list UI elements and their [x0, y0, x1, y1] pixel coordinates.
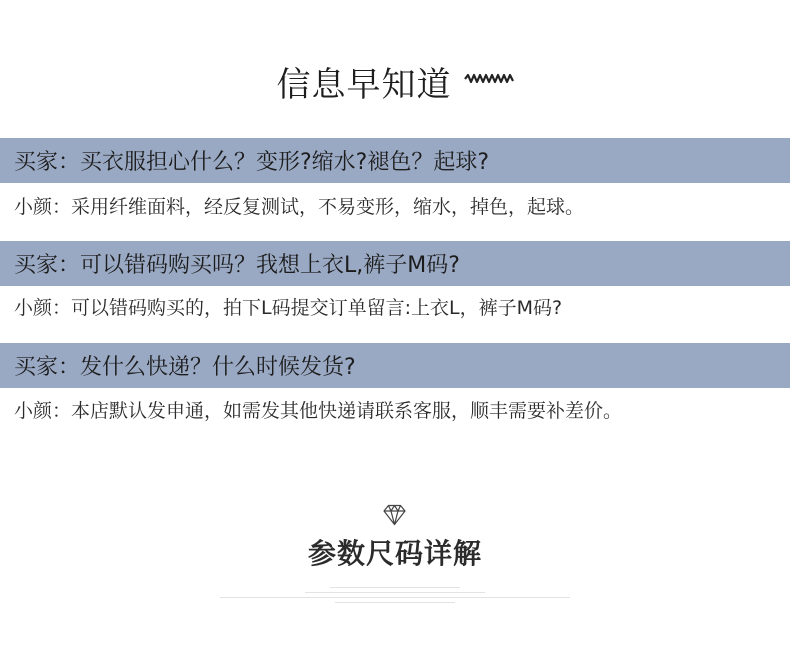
faint-line — [305, 592, 485, 593]
section-title-row — [0, 530, 790, 574]
diamond-icon — [382, 504, 407, 526]
faq-question-bar — [0, 343, 790, 388]
faq-answer: 小颜：可以错码购买的，拍下L码提交订单留言:上衣L，裤子M码? — [14, 296, 563, 319]
faint-line — [335, 602, 455, 603]
faq-answer: 小颜：采用纤维面料，经反复测试，不易变形，缩水，掉色，起球。 — [14, 195, 585, 218]
faq-answer-row — [14, 394, 784, 424]
faint-line — [330, 587, 460, 588]
faq-question: 买家：买衣服担心什么？变形?缩水?褪色？起球? — [14, 150, 490, 175]
info-title-row — [0, 56, 790, 106]
faq-question: 买家：可以错码购买吗？我想上衣L,裤子M码? — [14, 253, 460, 278]
faq-answer-row — [14, 190, 784, 220]
faq-question-bar — [0, 241, 790, 286]
faint-decorative-lines — [220, 586, 570, 606]
faq-answer-row — [14, 291, 784, 321]
page-title: 信息早知道 — [276, 64, 452, 105]
section-title: 参数尺码详解 — [307, 537, 482, 570]
faq-answer: 小颜：本店默认发申通，如需发其他快递请联系客服，顺丰需要补差价。 — [14, 399, 623, 422]
faq-question: 买家：发什么快递？什么时候发货? — [14, 355, 356, 380]
faint-line — [220, 597, 570, 598]
wave-icon — [464, 73, 514, 85]
faq-question-bar — [0, 138, 790, 183]
